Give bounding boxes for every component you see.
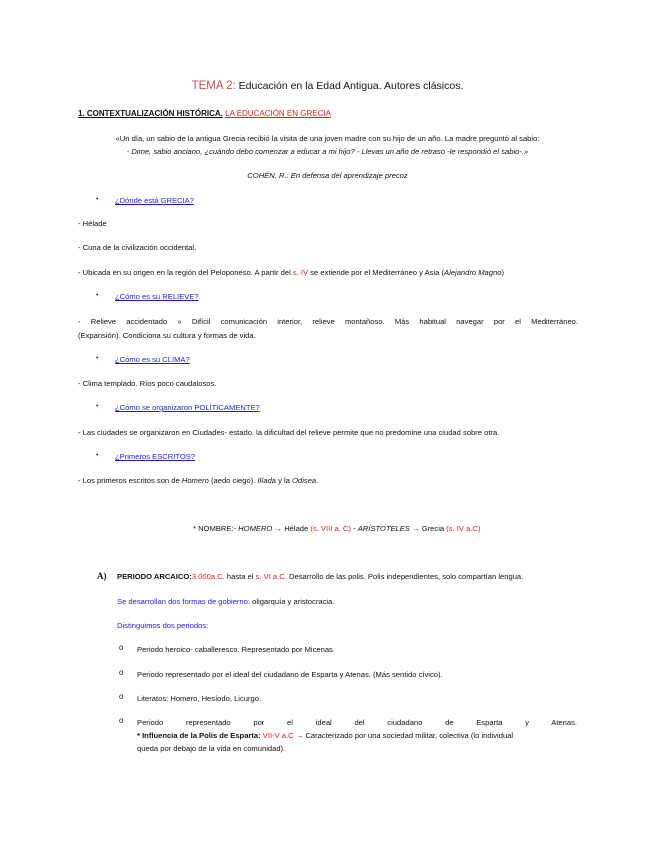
title-text: Educación en la Edad Antigua. Autores clásicos. xyxy=(238,80,464,92)
page-title xyxy=(0,80,655,92)
gobierno-rest: oligarquía y aristocracia. xyxy=(252,597,335,606)
section-subtitle: LA EDUCACIÓN EN GRECIA xyxy=(225,109,331,118)
esparta-influence-label: * Influencia de la Polis de Esparta: xyxy=(137,731,261,740)
escritos-text: - Los primeros escritos son de xyxy=(78,476,180,485)
item-clima: - Clima templado. Ríos poco caudalosos. xyxy=(78,379,217,388)
escritos-end: . xyxy=(316,476,319,485)
ubicada-alejandro: Alejandro Magno xyxy=(444,268,502,277)
quote-line-2: - Dime, sabio anciano, ¿cuándo debo comenzar a educar a mi hijo? - Llevas un año de retraso -le respondió el sabio-.» xyxy=(126,147,529,156)
section-heading xyxy=(78,109,331,118)
section-number-title: 1. CONTEXTUALIZACIÓN HISTÓRICA. xyxy=(78,109,223,118)
bullet-icon: • xyxy=(96,292,99,299)
subitem-4-line-1: Periodo representado por el ideal del ciudadano de Esparta y Atenas. xyxy=(137,718,577,727)
periodo-date-2: s. VI a.C. xyxy=(255,572,287,581)
relieve-line-2: (Expansión). Condiciona su cultura y formas de vida. xyxy=(78,331,256,340)
bullet-icon: • xyxy=(96,403,99,410)
quote-source: COHÉN, R.: En defensa del aprendizaje precoz xyxy=(247,171,408,180)
item-ubicada xyxy=(78,268,504,277)
circle-bullet-icon: o xyxy=(119,692,124,701)
item-politica: - Las ciudades se organizaron en Ciudades- estado. la dificultad del relieve permite que no predomine una ciudad sobre otra. xyxy=(78,428,500,437)
distinguimos: Distinguimos dos periodos: xyxy=(117,621,209,630)
escritos-odisea: Odisea xyxy=(292,476,317,485)
nombre-date-2: (s. IV a.C) xyxy=(446,524,481,533)
relieve-line-1: - Relieve accidentado » Difícil comunicación interior, relieve montañoso. Más habitual navegar por el Mediterráneo. xyxy=(78,317,578,326)
escritos-homero: Homero xyxy=(181,476,209,485)
periodo-date-1: 3.000a.C. xyxy=(191,572,225,581)
ubicada-century: s. IV xyxy=(292,268,309,277)
gobierno-line xyxy=(117,597,334,606)
nombre-helade: Hélade xyxy=(284,524,309,533)
nombre-homero: HOMERO xyxy=(238,524,273,533)
nombre-aristoteles: ARÍSTOTELES xyxy=(357,524,410,533)
nombre-sep: - xyxy=(353,524,356,533)
subitem-2: Periodo representado por el ideal del ciudadano de Esparta y Atenas. (Más sentido cívico). xyxy=(137,670,443,679)
question-escritos: ¿Primeros ESCRITOS? xyxy=(115,452,196,461)
bullet-icon: • xyxy=(96,452,99,459)
item-cuna: - Cuna de la civilización occidental. xyxy=(78,243,197,252)
question-relieve: ¿Cómo es su RELIEVE? xyxy=(115,292,199,301)
subitem-1: Periodo heroico- caballeresco. Representado por Micenas. xyxy=(137,645,335,654)
nombre-label: * NOMBRE:- xyxy=(193,524,237,533)
periodo-rest: Desarrollo de las polis. Polis independientes, solo compartían lengua. xyxy=(288,572,524,581)
gobierno-label: Se desarrollan dos formas de gobierno: xyxy=(117,597,250,606)
escritos-mid: (aedo ciego). xyxy=(210,476,256,485)
periodo-label: PERIODO ARCAICO: xyxy=(117,572,192,581)
nombre-grecia: Grecia xyxy=(421,524,445,533)
subitem-3: Literatos: Homero, Hesíodo, Licurgo. xyxy=(137,694,262,703)
periodo-mid: hasta el xyxy=(226,572,254,581)
nombre-date-1: (s. VIII a. C) xyxy=(310,524,351,533)
arrow-right-icon: → xyxy=(274,524,283,533)
esparta-description: Caracterizado por una sociedad militar, colectiva (lo individual xyxy=(305,731,514,740)
bullet-icon: • xyxy=(96,355,99,362)
arrow-right-icon: → xyxy=(412,524,420,533)
nombre-line xyxy=(193,524,480,533)
circle-bullet-icon: o xyxy=(119,716,124,725)
subitem-4-line-3: queda por debajo de la vida en comunidad). xyxy=(137,744,286,753)
question-politica: ¿Cómo se organizaron POLÍTICAMENTE? xyxy=(115,403,260,412)
question-donde: ¿Dónde está GRECIA? xyxy=(115,196,194,205)
quote-line-1: «Un día, un sabio de la antigua Grecia recibió la visita de una joven madre con su hijo de un año. La madre preguntó al sabio: xyxy=(115,134,540,143)
circle-bullet-icon: o xyxy=(119,668,124,677)
esparta-dates: VII-V a.C xyxy=(262,731,294,740)
item-escritos xyxy=(78,476,318,485)
ubicada-text: - Ubicada en su origen en la región del Peloponeso. A partir del xyxy=(78,268,291,277)
escritos-y: y la xyxy=(278,476,290,485)
ubicada-end: ) xyxy=(501,268,504,277)
periodo-line xyxy=(117,572,523,581)
bullet-icon: • xyxy=(96,196,99,203)
question-clima: ¿Cómo es su CLIMA? xyxy=(115,355,190,364)
item-helade: - Hélade xyxy=(78,219,107,228)
section-letter: A) xyxy=(97,571,107,581)
subitem-4-line-2 xyxy=(137,731,577,740)
escritos-iliada: Ilíada xyxy=(257,476,277,485)
ubicada-text-2: se extiende por el Mediterráneo y Asia ( xyxy=(310,268,445,277)
arrow-right-icon: → xyxy=(295,731,304,740)
circle-bullet-icon: o xyxy=(119,643,124,652)
title-tema: TEMA 2: xyxy=(191,80,236,92)
